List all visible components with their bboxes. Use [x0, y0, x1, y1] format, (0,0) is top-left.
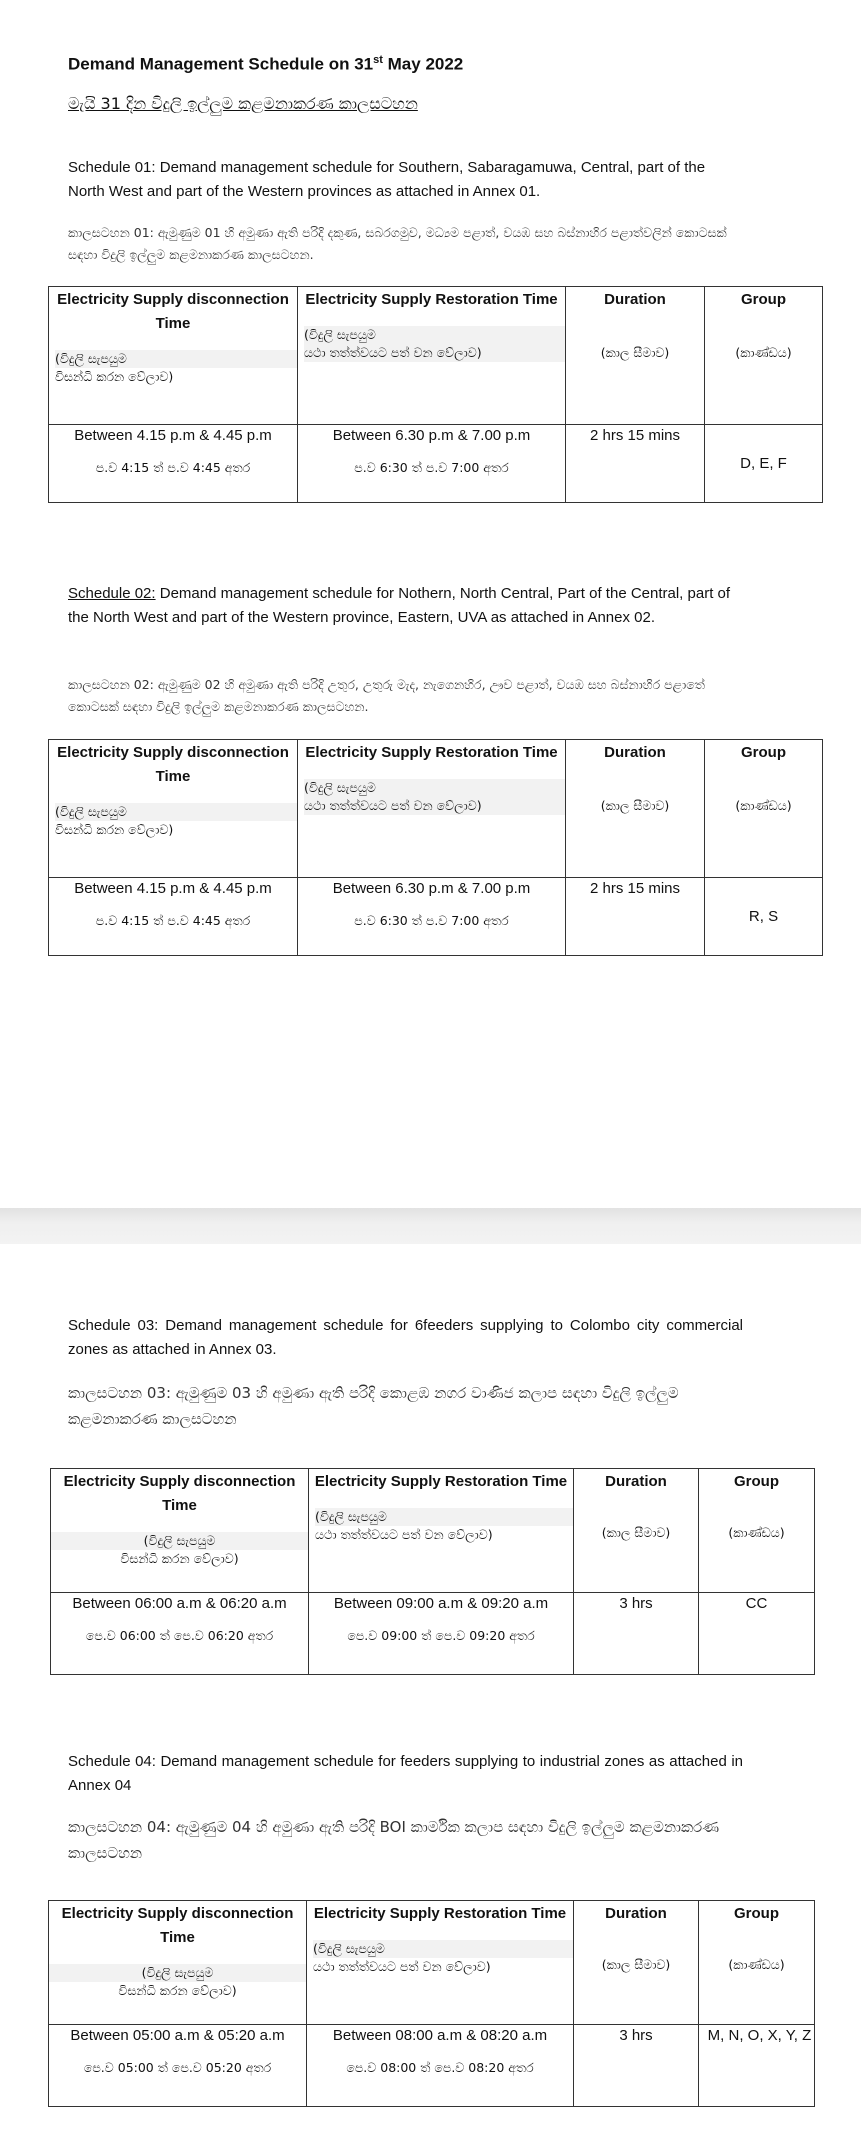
duration-value: 3 hrs [574, 2025, 699, 2107]
schedule-02-sinhala-description: කාලසටහන 02: ඇමුණුම 02 හි අමුණා ඇති පරිදි උතුර, උතුරු මැද, නැගෙනහිර, ඌව පළාත්, වයඹ සහ බස්නාහිර පළාතේ කොටසක් සඳහා විදුලි ඉල්ලුම කළමනාකරණ කාලසටහන. [68, 677, 705, 714]
header-duration: Duration (කාල සීමාව) [566, 740, 705, 878]
page-break [0, 1208, 861, 1244]
duration-value: 2 hrs 15 mins [566, 425, 705, 503]
schedule-02-table [48, 739, 823, 956]
schedule-03-description: Schedule 03: Demand management schedule for 6feeders supplying to Colombo city commercial zones as attached in Annex 03. [68, 1317, 743, 1358]
schedule-04-sinhala-description: කාලසටහන 04: ඇමුණුම 04 හි අමුණා ඇති පරිදි BOI කාර්මික කලාප සඳහා විදුලි ඉල්ලුම කළමනාකරණ කාලසටහන [68, 1818, 720, 1862]
restoration-time: Between 09:00 a.m & 09:20 a.m පෙ.ව 09:00 ත් පෙ.ව 09:20 අතර [309, 1593, 574, 1675]
disconnection-time: Between 05:00 a.m & 05:20 a.m පෙ.ව 05:00 ත් පෙ.ව 05:20 අතර [49, 2025, 307, 2107]
restoration-time: Between 6.30 p.m & 7.00 p.m ප.ව 6:30 ත් ප.ව 7:00 අතර [298, 425, 566, 503]
disconnection-time: Between 4.15 p.m & 4.45 p.m ප.ව 4:15 ත් ප.ව 4:45 අතර [49, 425, 298, 503]
group-value: M, N, O, X, Y, Z [699, 2025, 815, 2107]
duration-value: 3 hrs [574, 1593, 699, 1675]
schedule-04-description: Schedule 04: Demand management schedule for feeders supplying to industrial zones as attached in Annex 04 [68, 1753, 743, 1794]
header-restoration: Electricity Supply Restoration Time (විදුලි සැපයුම යථා තත්ත්වයට පත් වන වේලාව) [307, 1901, 574, 2025]
document-title: Demand Management Schedule on 31st May 2022 [68, 54, 464, 74]
header-group: Group (කාණ්ඩය) [705, 740, 823, 878]
schedule-04-table [48, 1900, 815, 2107]
header-group: Group (කාණ්ඩය) [699, 1469, 815, 1593]
header-restoration: Electricity Supply Restoration Time (විදුලි සැපයුම යථා තත්ත්වයට පත් වන වේලාව) [298, 287, 566, 425]
header-restoration: Electricity Supply Restoration Time (විදුලි සැපයුම යථා තත්ත්වයට පත් වන වේලාව) [309, 1469, 574, 1593]
sinhala-title: මැයි 31 දින විදුලි ඉල්ලුම කළමනාකරණ කාලසටහන [68, 94, 418, 113]
schedule-03-table [50, 1468, 815, 1675]
header-group: Group (කාණ්ඩය) [699, 1901, 815, 2025]
header-duration: Duration (කාල සීමාව) [574, 1469, 699, 1593]
schedule-01-description: Schedule 01: Demand management schedule for Southern, Sabaragamuwa, Central, part of the North West and part of the Western provinces as attached in Annex 01. [68, 159, 706, 200]
header-duration: Duration (කාල සීමාව) [574, 1901, 699, 2025]
disconnection-time: Between 4.15 p.m & 4.45 p.m ප.ව 4:15 ත් ප.ව 4:45 අතර [49, 878, 298, 956]
schedule-01-table [48, 286, 823, 503]
schedule-03-sinhala-description: කාලසටහන 03: ඇමුණුම 03 හි අමුණා ඇති පරිදි කොළඹ නගර වාණිජ කලාප සඳහා විදුලි ඉල්ලුම කළමනාකරණ කාලසටහන [68, 1384, 679, 1428]
duration-value: 2 hrs 15 mins [566, 878, 705, 956]
document-page-2 [0, 1244, 861, 2143]
group-value: R, S [705, 878, 823, 956]
header-duration: Duration (කාල සීමාව) [566, 287, 705, 425]
header-disconnection: Electricity Supply disconnection Time (විදුලි සැපයුම විසන්ධි කරන වේලාව) [49, 1901, 307, 2025]
restoration-time: Between 6.30 p.m & 7.00 p.m ප.ව 6:30 ත් ප.ව 7:00 අතර [298, 878, 566, 956]
header-disconnection: Electricity Supply disconnection Time (විදුලි සැපයුම විසන්ධි කරන වේලාව) [51, 1469, 309, 1593]
header-disconnection: Electricity Supply disconnection Time (විදුලි සැපයුම විසන්ධි කරන වේලාව) [49, 287, 298, 425]
schedule-02-description: Schedule 02: Demand management schedule for Nothern, North Central, Part of the Central, part of the North West and part of the Western province, Eastern, UVA as attached in Annex 02. [68, 585, 731, 626]
header-disconnection: Electricity Supply disconnection Time (විදුලි සැපයුම විසන්ධි කරන වේලාව) [49, 740, 298, 878]
disconnection-time: Between 06:00 a.m & 06:20 a.m පෙ.ව 06:00 ත් පෙ.ව 06:20 අතර [51, 1593, 309, 1675]
header-group: Group (කාණ්ඩය) [705, 287, 823, 425]
schedule-01-sinhala-description: කාලසටහන 01: ඇමුණුම 01 හි අමුණා ඇති පරිදි දකුණ, සබරගමුව, මධ්‍යම පළාත්, වයඹ සහ බස්නාහිර පළාත්වලින් කොටසක් සඳහා විදුලි ඉල්ලුම කළමනාකරණ කාලසටහන. [68, 225, 727, 262]
header-restoration: Electricity Supply Restoration Time (විදුලි සැපයුම යථා තත්ත්වයට පත් වන වේලාව) [298, 740, 566, 878]
restoration-time: Between 08:00 a.m & 08:20 a.m පෙ.ව 08:00 ත් පෙ.ව 08:20 අතර [307, 2025, 574, 2107]
group-value: D, E, F [705, 425, 823, 503]
group-value: CC [699, 1593, 815, 1675]
